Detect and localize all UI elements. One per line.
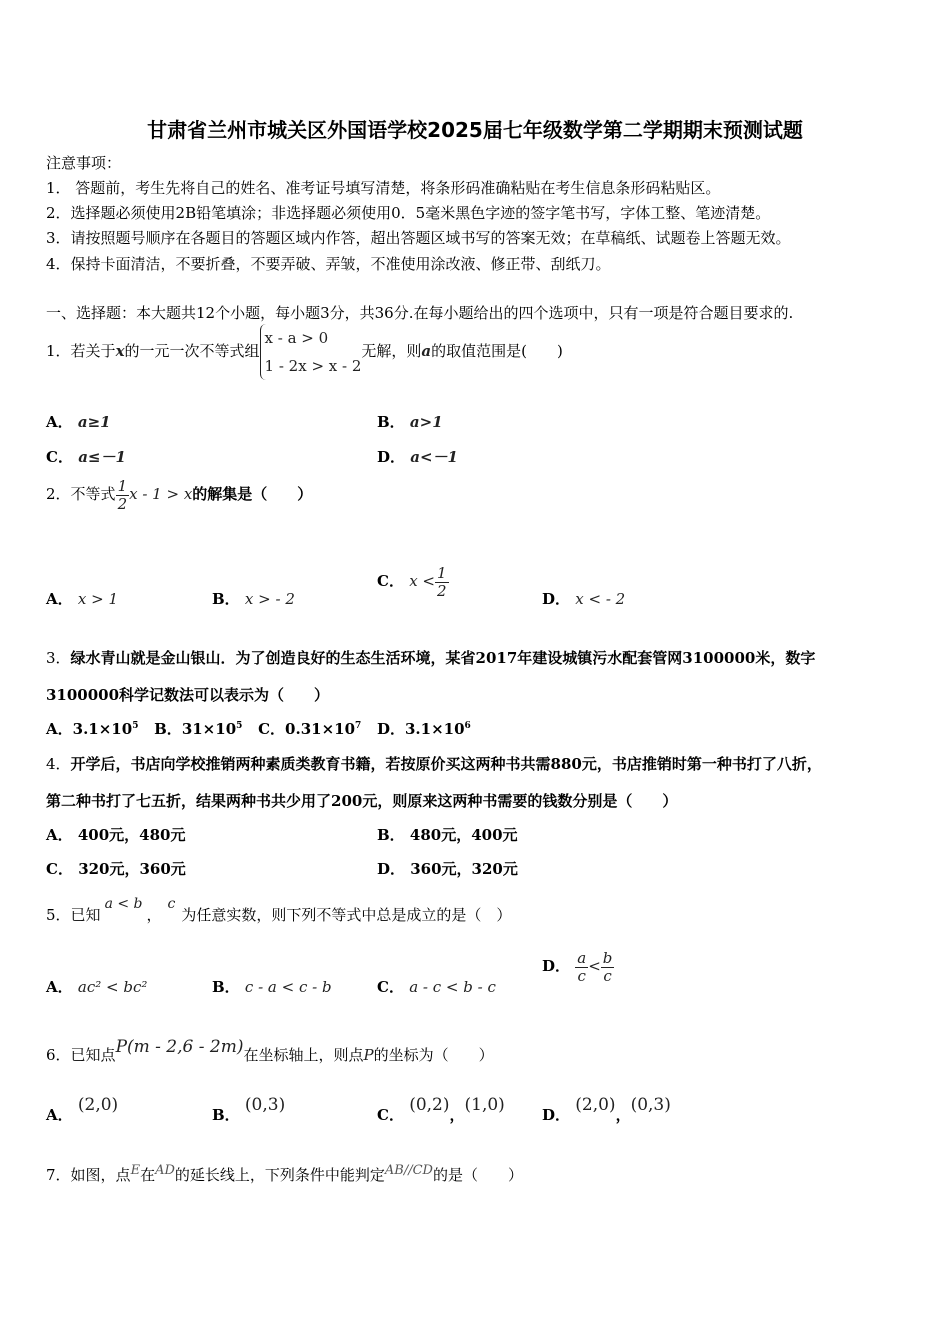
option-c[interactable]: C． 320元，360元	[46, 860, 186, 878]
option-d[interactable]: D． 360元，320元	[377, 860, 518, 878]
notes-heading: 注意事项：	[46, 154, 122, 172]
question-4: 4．开学后，书店向学校推销两种素质类教育书籍，若按原价买这两种书共需880元，书店推销时第一种书打了八折，	[46, 755, 822, 773]
question-3-options	[46, 718, 471, 739]
option-b[interactable]: B．$31\times 10^5$	[154, 720, 243, 738]
option-b[interactable]: B． (0,3)	[212, 1095, 286, 1124]
option-d[interactable]: D． a<－1	[377, 448, 458, 466]
option-c[interactable]: C． a≤－1	[46, 448, 126, 466]
option-d[interactable]: D． $\frac{a}{c}$ < $\frac{b}{c}$	[542, 949, 613, 985]
note-item: 1． 答题前，考生先将自己的姓名、准考证号填写清楚，将条形码准确粘贴在考生信息条形码粘贴区。	[46, 179, 721, 197]
question-number: 2．	[46, 485, 71, 503]
note-item: 2．选择题必须使用2B铅笔填涂；非选择题必须使用0．5毫米黑色字迹的签字笔书写，字体工整、笔迹清楚。	[46, 204, 771, 222]
option-c[interactable]: C． a - c < b - c	[377, 978, 496, 996]
question-7: 7．如图，点E在AD的延长线上，下列条件中能判定AB//CD的是（ ）	[46, 1163, 523, 1184]
question-4-line2: 第二种书打了七五折，结果两种书共少用了200元，则原来这两种书需要的钱数分别是（ ）	[46, 792, 678, 810]
option-b[interactable]: B． 480元，400元	[377, 826, 518, 844]
question-number: 1．	[46, 342, 71, 360]
option-a[interactable]: A． x > 1	[46, 590, 118, 608]
fraction: $\frac{1}{2}$	[117, 477, 128, 513]
question-3: 3．绿水青山就是金山银山．为了创造良好的生态生活环境，某省2017年建设城镇污水配套管网3100000米，数字	[46, 649, 816, 667]
question-2: 2．不等式 $\frac{1}{2}$ x - 1 > x的解集是（ ）	[46, 477, 313, 513]
option-d[interactable]: D．$3.1\times 10^6$	[376, 720, 471, 738]
option-d[interactable]: D． x < - 2	[542, 590, 626, 608]
option-c[interactable]: C． x < $\frac{1}{2}$	[377, 564, 447, 600]
note-item: 3．请按照题号顺序在各题目的答题区域内作答，超出答题区域书写的答案无效；在草稿纸、试题卷上答题无效。	[46, 229, 791, 247]
question-5: 5．已知a < b，c为任意实数，则下列不等式中总是成立的是（ ）	[46, 896, 512, 924]
option-c[interactable]: C．$0.31\times 10^7$	[258, 720, 362, 738]
option-b[interactable]: B． c - a < c - b	[212, 978, 332, 996]
option-b[interactable]: B． x > - 2	[212, 590, 295, 608]
inequality-system: x - a > 0 1 - 2x > x - 2	[260, 324, 362, 380]
option-a[interactable]: A． (2,0)	[46, 1095, 119, 1124]
page-title: 甘肃省兰州市城关区外国语学校2025届七年级数学第二学期期末预测试题	[147, 118, 803, 142]
option-a[interactable]: A． 400元，480元	[46, 826, 186, 844]
question-6: 6．已知点P(m - 2,6 - 2m)在坐标轴上，则点P的坐标为（ ）	[46, 1037, 494, 1064]
note-item: 4．保持卡面清洁，不要折叠，不要弄破、弄皱，不准使用涂改液、修正带、刮纸刀。	[46, 255, 611, 273]
option-a[interactable]: A． a≥1	[46, 413, 111, 431]
option-a[interactable]: A． ac² < bc²	[46, 978, 148, 996]
question-3-line2: 3100000科学记数法可以表示为（ ）	[46, 686, 330, 704]
option-b[interactable]: B． a>1	[377, 413, 443, 431]
option-d[interactable]: D． (2,0)，(0,3)	[542, 1095, 671, 1124]
option-c[interactable]: C． (0,2)，(1,0)	[377, 1095, 505, 1124]
section-heading: 一、选择题：本大题共12个小题，每小题3分，共36分.在每小题给出的四个选项中，只有一项是符合题目要求的.	[46, 304, 794, 322]
question-1: 1．若关于x的一元一次不等式组 x - a > 0 1 - 2x > x - 2 无解，则a的取值范围是( )	[46, 324, 563, 380]
option-a[interactable]: A．$3.1\times 10^5$	[46, 720, 139, 738]
